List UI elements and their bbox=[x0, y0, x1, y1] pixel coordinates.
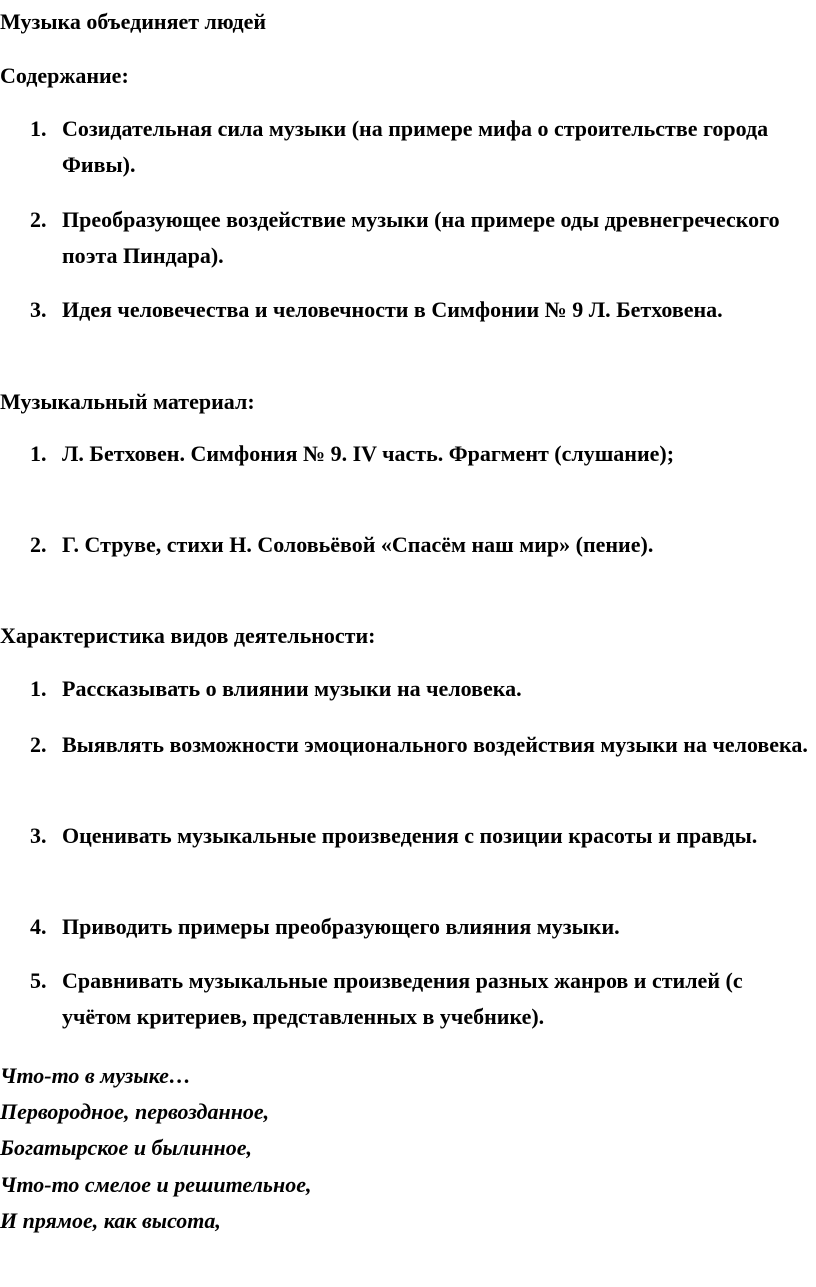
list-item-text: Г. Струве, стихи Н. Соловьёвой «Спасём наш мир» (пение). bbox=[62, 532, 654, 557]
activities-heading: Характеристика видов деятельности: bbox=[0, 623, 376, 648]
poem-line: Что-то в музыке… bbox=[0, 1063, 191, 1088]
list-item-number: 2. bbox=[30, 532, 47, 557]
list-item-number: 2. bbox=[30, 207, 47, 232]
list-item-text: Л. Бетховен. Симфония № 9. IV часть. Фрагмент (слушание); bbox=[62, 441, 675, 466]
list-item-number: 4. bbox=[30, 914, 47, 939]
poem-line: Богатырское и былинное, bbox=[0, 1135, 253, 1160]
list-item-number: 1. bbox=[30, 676, 47, 701]
list-item-text: Выявлять возможности эмоционального воздействия музыки на человека. bbox=[62, 732, 808, 757]
poem-line: И прямое, как высота, bbox=[0, 1208, 221, 1233]
material-heading: Музыкальный материал: bbox=[0, 389, 255, 414]
document-title: Музыка объединяет людей bbox=[0, 9, 267, 34]
list-item-number: 1. bbox=[30, 441, 47, 466]
list-item-text: Идея человечества и человечности в Симфонии № 9 Л. Бетховена. bbox=[62, 297, 723, 322]
list-item-number: 5. bbox=[30, 968, 47, 993]
list-item-text: Созидательная сила музыки (на примере мифа о строительстве города Фивы). bbox=[62, 116, 769, 177]
poem-line: Что-то смелое и решительное, bbox=[0, 1172, 312, 1197]
list-item-text: Приводить примеры преобразующего влияния музыки. bbox=[62, 914, 620, 939]
list-item-text: Рассказывать о влиянии музыки на человека. bbox=[62, 676, 522, 701]
list-item-number: 3. bbox=[30, 823, 47, 848]
content-heading: Содержание: bbox=[0, 63, 129, 88]
poem-line: Первородное, первозданное, bbox=[0, 1099, 270, 1124]
list-item-number: 1. bbox=[30, 116, 47, 141]
list-item-number: 3. bbox=[30, 297, 47, 322]
list-item-number: 2. bbox=[30, 732, 47, 757]
list-item-text: Сравнивать музыкальные произведения разных жанров и стилей (с учётом критериев, представленных в учебнике). bbox=[62, 968, 743, 1029]
list-item-text: Преобразующее воздействие музыки (на примере оды древнегреческого поэта Пиндара). bbox=[62, 207, 780, 268]
list-item-text: Оценивать музыкальные произведения с позиции красоты и правды. bbox=[62, 823, 758, 848]
